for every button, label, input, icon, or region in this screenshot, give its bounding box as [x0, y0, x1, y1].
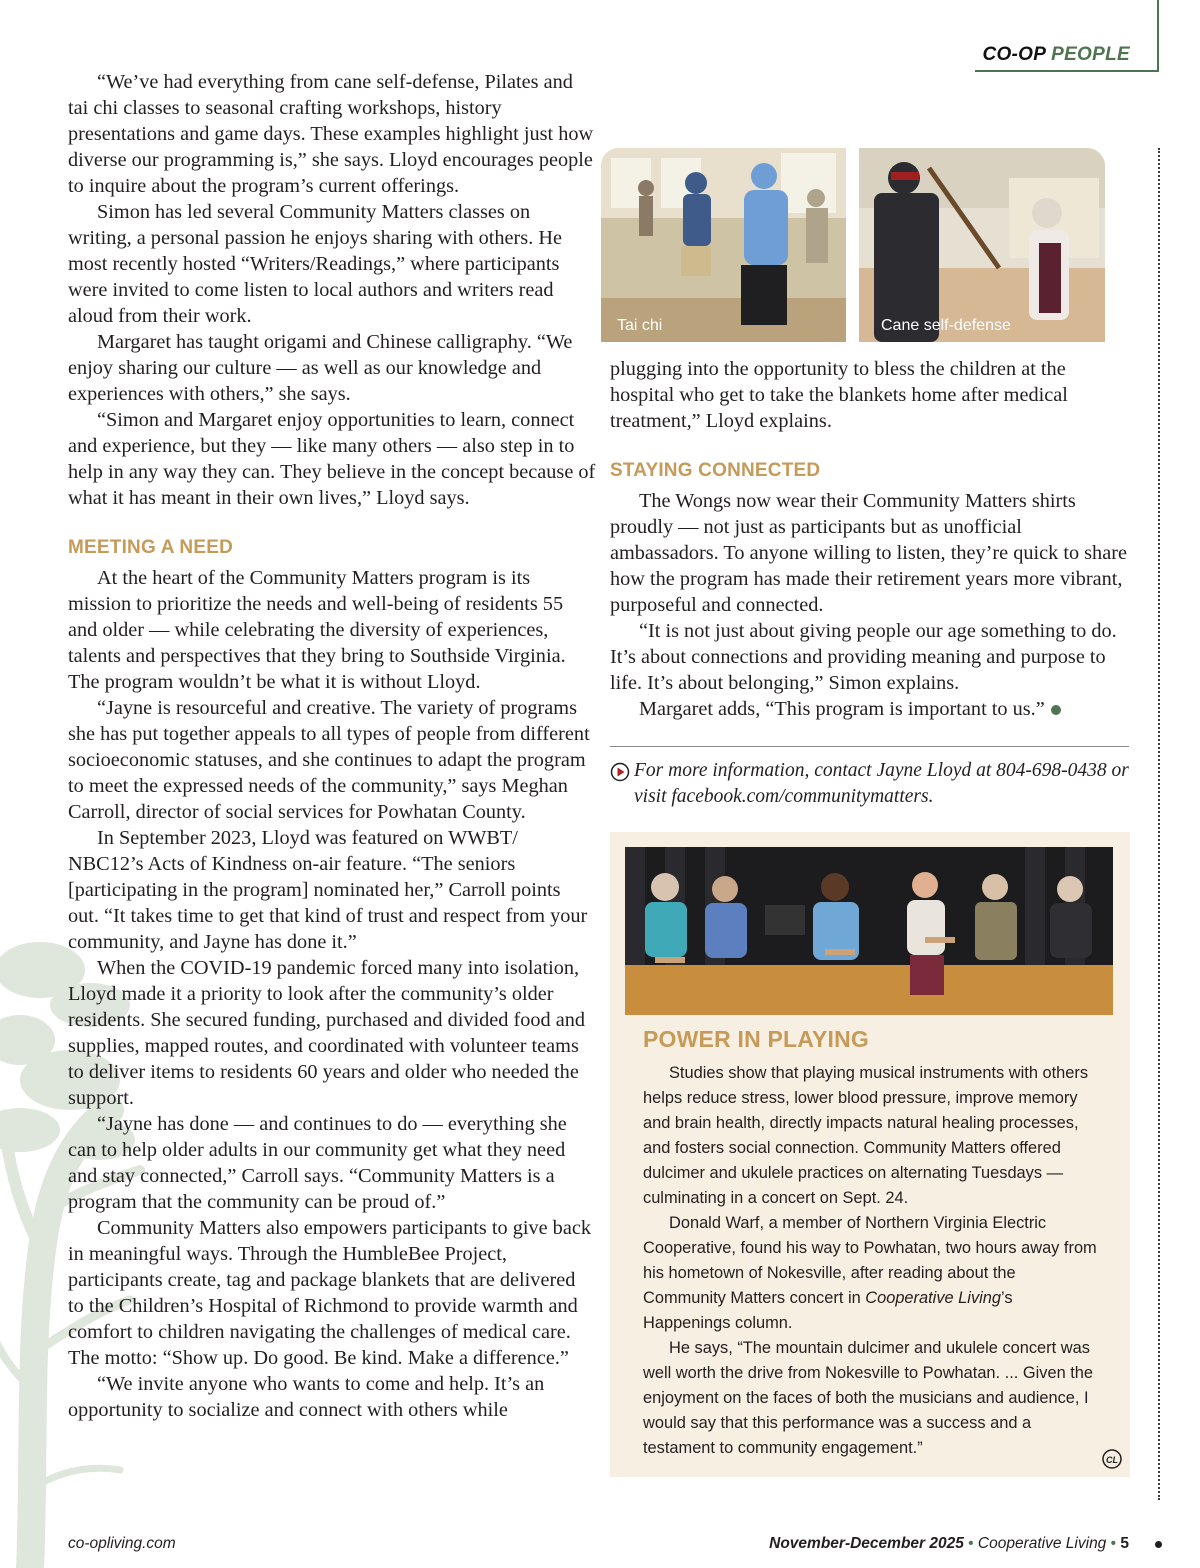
header-vertical-rule: [1157, 0, 1159, 72]
sidebar-paragraph: [643, 1211, 1103, 1336]
footer-separator: •: [1110, 1535, 1117, 1552]
sidebar-paragraph: He says, “The mountain dulcimer and ukulele concert was well worth the drive from Nokesville to Powhatan. ... Given the enjoyment on the faces of both the musicians and audience, I would say that this performance was a success and a testament to community engagement.”: [643, 1339, 1094, 1457]
page-number: 5: [1120, 1535, 1129, 1552]
header-rule: [975, 70, 1157, 72]
footer-separator: •: [968, 1535, 974, 1552]
photo-concert: [625, 847, 1113, 1015]
footer-publication: Cooperative Living: [977, 1535, 1107, 1552]
sidebar-paragraph: Studies show that playing musical instruments with others helps reduce stress, lower blood pressure, improve memory and brain health, directly impacts natural healing processes, and fosters social connection. Community Matters offered dulcimer and ukulele practices on alternating Tuesdays — culminating in a concert on Sept. 24.: [643, 1064, 1089, 1207]
sidebar-text: Donald Warf, a member of Northern Virginia Electric Cooperative, found his way to Powhatan, two hours away from his hometown of Nokesville, after reading about the Community Matters concert in: [643, 1214, 1097, 1307]
body-paragraph: In September 2023, Lloyd was featured on WWBT/ NBC12’s Acts of Kindness on-air feature. “The seniors [participating in the program] nominated her,” Carroll points out. “It takes time to get that kind of trust and respect from your community, and Jayne has done it.”: [68, 827, 588, 953]
info-note: [610, 758, 1130, 810]
heading-staying-connected: STAYING CONNECTED: [610, 460, 821, 481]
sidebar-power-in-playing: [610, 832, 1130, 1477]
logo-text: CL: [1106, 1455, 1118, 1465]
photo-tai-chi: [601, 148, 846, 342]
sidebar-text: ’s Happenings column.: [643, 1289, 1013, 1332]
footer-issue: November-December 2025: [769, 1535, 964, 1552]
body-paragraph: At the heart of the Community Matters program is its mission to prioritize the needs and well-being of residents 55 and older — while celebrating the diversity of experiences, talents and perspectives that they bring to Southside Virginia. The program wouldn’t be what it is without Lloyd.: [68, 567, 566, 693]
body-paragraph: Simon has led several Community Matters classes on writing, a personal passion he enjoys sharing with others. He most recently hosted “Writers/Readings,” where participants were invited to come listen to local authors and writers read aloud from their work.: [68, 201, 562, 327]
photo-caption-cane-self-defense: Cane self-defense: [881, 317, 1011, 334]
cooperative-living-logo: [1102, 1449, 1122, 1469]
body-paragraph: “We invite anyone who wants to come and help. It’s an opportunity to socialize and connect with others while: [68, 1373, 545, 1421]
final-quote: Margaret adds, “This program is important to us.”: [639, 698, 1045, 720]
section-label-coop: CO-OP: [982, 44, 1046, 65]
section-label-people: PEOPLE: [1051, 44, 1130, 65]
right-column: [610, 356, 1130, 722]
play-circle-icon: [610, 762, 630, 782]
footer-site: co-opliving.com: [68, 1535, 176, 1552]
body-paragraph: Community Matters also empowers participants to give back in meaningful ways. Through the HumbleBee Project, participants create, tag and package blankets that are delivered to the Children’s Hospital of Richmond to provide warmth and comfort to children navigating the challenges of medical care. The motto: “Show up. Do good. Be kind. Make a difference.”: [68, 1217, 591, 1369]
photo-caption-tai-chi: Tai chi: [617, 317, 663, 334]
sidebar-title: POWER IN PLAYING: [643, 1026, 869, 1052]
body-paragraph: “Jayne has done — and continues to do — everything she can to help older adults in our community get what they need and stay connected,” Carroll says. “Community Matters is a program that the community can be proud of.”: [68, 1113, 567, 1213]
body-paragraph: plugging into the opportunity to bless the children at the hospital who get to take the blankets home after medical treatment,” Lloyd explains.: [610, 358, 1068, 432]
body-paragraph: The Wongs now wear their Community Matters shirts proudly — not just as participants but as unofficial ambassadors. To anyone willing to listen, they’re quick to share how the program has made their retirement years more vibrant, purposeful and connected.: [610, 490, 1127, 616]
photo-cane-self-defense: [859, 148, 1105, 342]
footer-issue-info: [769, 1535, 1129, 1553]
body-paragraph: “It is not just about giving people our age something to do. It’s about connections and providing meaning and purpose to life. It’s about belonging,” Simon explains.: [610, 620, 1117, 694]
body-paragraph-final: [610, 696, 1130, 722]
info-divider: [610, 746, 1129, 747]
dotted-margin-rule: [1158, 148, 1160, 1500]
publication-name: Cooperative Living: [865, 1289, 1002, 1307]
body-paragraph: When the COVID-19 pandemic forced many into isolation, Lloyd made it a priority to look after the community’s older residents. She secured funding, purchased and divided food and supplies, mapped routes, and coordinated with volunteer teams to deliver items to residents 60 years and older who needed the support.: [68, 957, 586, 1109]
footer-dot: [1155, 1541, 1162, 1548]
body-paragraph: Margaret has taught origami and Chinese calligraphy. “We enjoy sharing our culture — as well as our knowledge and experiences with others,” she says.: [68, 331, 573, 405]
body-paragraph: “Simon and Margaret enjoy opportunities to learn, connect and experience, but they — like many others — also step in to help in any way they can. They believe in the concept because of what it has meant in their own lives,” Lloyd says.: [68, 409, 596, 509]
section-header: [982, 44, 1130, 66]
info-text: For more information, contact Jayne Lloyd at 804-698-0438 or visit facebook.com/communitymatters.: [634, 760, 1129, 807]
heading-meeting-a-need: MEETING A NEED: [68, 537, 234, 558]
body-paragraph: “We’ve had everything from cane self-defense, Pilates and tai chi classes to seasonal crafting workshops, history presentations and game days. These examples highlight just how diverse our programming is,” she says. Lloyd encourages people to inquire about the program’s current offerings.: [68, 71, 594, 197]
body-paragraph: “Jayne is resourceful and creative. The variety of programs she has put together appeals to all types of people from different socioeconomic statuses, and she continues to adapt the program to meet the expressed needs of the community,” says Meghan Carroll, director of social services for Powhatan County.: [68, 697, 590, 823]
sidebar-body: [643, 1061, 1103, 1461]
end-dot-icon: [1051, 705, 1061, 715]
left-column: [68, 69, 596, 1423]
